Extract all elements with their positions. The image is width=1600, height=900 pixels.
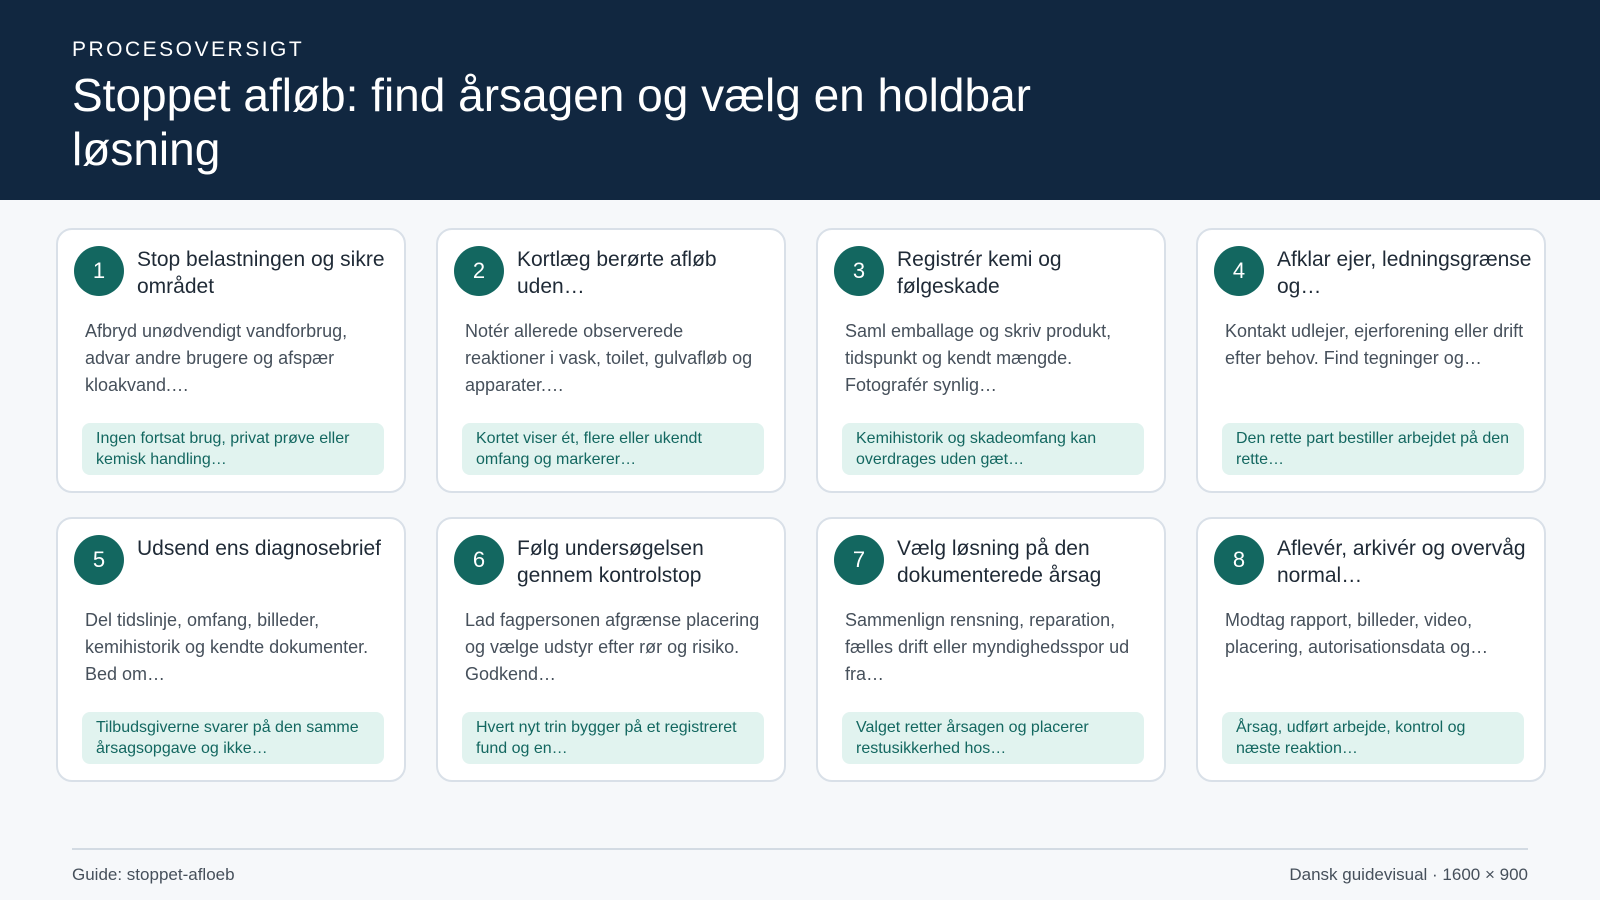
- step-description: Afbryd unødvendigt vandforbrug, advar andre brugere og afspær kloakvand.…: [85, 321, 348, 395]
- step-number-badge: 5: [74, 535, 124, 585]
- step-outcome-note: Den rette part bestiller arbejdet på den rette…: [1222, 423, 1524, 475]
- step-title: Følg undersøgelsen gennem kontrolstop: [517, 537, 704, 587]
- step-description: Notér allerede observerede reaktioner i vask, toilet, gulvafløb og apparater.…: [465, 321, 753, 395]
- step-description: Modtag rapport, billeder, video, placering, autorisationsdata og…: [1225, 610, 1489, 657]
- step-card-6: [436, 517, 786, 782]
- page-title: Stoppet afløb: find årsagen og vælg en holdbar løsning: [72, 69, 1031, 175]
- step-title: Stop belastningen og sikre området: [137, 248, 385, 298]
- footer-meta-label: Dansk guidevisual · 1600 × 900: [1289, 865, 1528, 884]
- step-number-badge: 1: [74, 246, 124, 296]
- step-title: Aflevér, arkivér og overvåg normal…: [1277, 537, 1526, 587]
- step-card-5: [56, 517, 406, 782]
- step-card-2: [436, 228, 786, 493]
- step-card-1: [56, 228, 406, 493]
- step-title: Vælg løsning på den dokumenterede årsag: [897, 537, 1102, 587]
- step-description: Del tidslinje, omfang, billeder, kemihistorik og kendte dokumenter. Bed om…: [85, 610, 369, 684]
- step-number-badge: 7: [834, 535, 884, 585]
- step-number-badge: 6: [454, 535, 504, 585]
- step-outcome-note: Hvert nyt trin bygger på et registreret fund og en…: [462, 712, 764, 764]
- header-banner: [0, 0, 1600, 200]
- step-number-badge: 3: [834, 246, 884, 296]
- step-card-8: [1196, 517, 1546, 782]
- step-card-7: [816, 517, 1166, 782]
- step-description: Saml emballage og skriv produkt, tidspunkt og kendt mængde. Fotografér synlig…: [845, 321, 1112, 395]
- step-title: Afklar ejer, ledningsgrænse og…: [1277, 248, 1532, 298]
- footer-divider: [72, 848, 1528, 850]
- step-title: Registrér kemi og følgeskade: [897, 248, 1062, 298]
- step-outcome-note: Ingen fortsat brug, privat prøve eller kemisk handling…: [82, 423, 384, 475]
- step-title: Kortlæg berørte afløb uden…: [517, 248, 717, 298]
- step-number-badge: 4: [1214, 246, 1264, 296]
- step-grid: [56, 228, 1545, 782]
- step-description: Lad fagpersonen afgrænse placering og vælge udstyr efter rør og risiko. Godkend…: [465, 610, 760, 684]
- step-card-4: [1196, 228, 1546, 493]
- step-number-badge: 2: [454, 246, 504, 296]
- step-number-badge: 8: [1214, 535, 1264, 585]
- step-description: Sammenlign rensning, reparation, fælles drift eller myndighedsspor ud fra…: [845, 610, 1130, 684]
- step-card-3: [816, 228, 1166, 493]
- footer-guide-label: Guide: stoppet-afloeb: [72, 865, 235, 884]
- step-outcome-note: Kortet viser ét, flere eller ukendt omfang og markerer…: [462, 423, 764, 475]
- step-description: Kontakt udlejer, ejerforening eller drift efter behov. Find tegninger og…: [1225, 321, 1524, 368]
- step-outcome-note: Tilbudsgiverne svarer på den samme årsagsopgave og ikke…: [82, 712, 384, 764]
- step-outcome-note: Kemihistorik og skadeomfang kan overdrages uden gæt…: [842, 423, 1144, 475]
- step-title: Udsend ens diagnosebrief: [137, 537, 382, 560]
- step-outcome-note: Valget retter årsagen og placerer restusikkerhed hos…: [842, 712, 1144, 764]
- step-outcome-note: Årsag, udført arbejde, kontrol og næste reaktion…: [1222, 712, 1524, 764]
- eyebrow-label: PROCESOVERSIGT: [72, 38, 305, 61]
